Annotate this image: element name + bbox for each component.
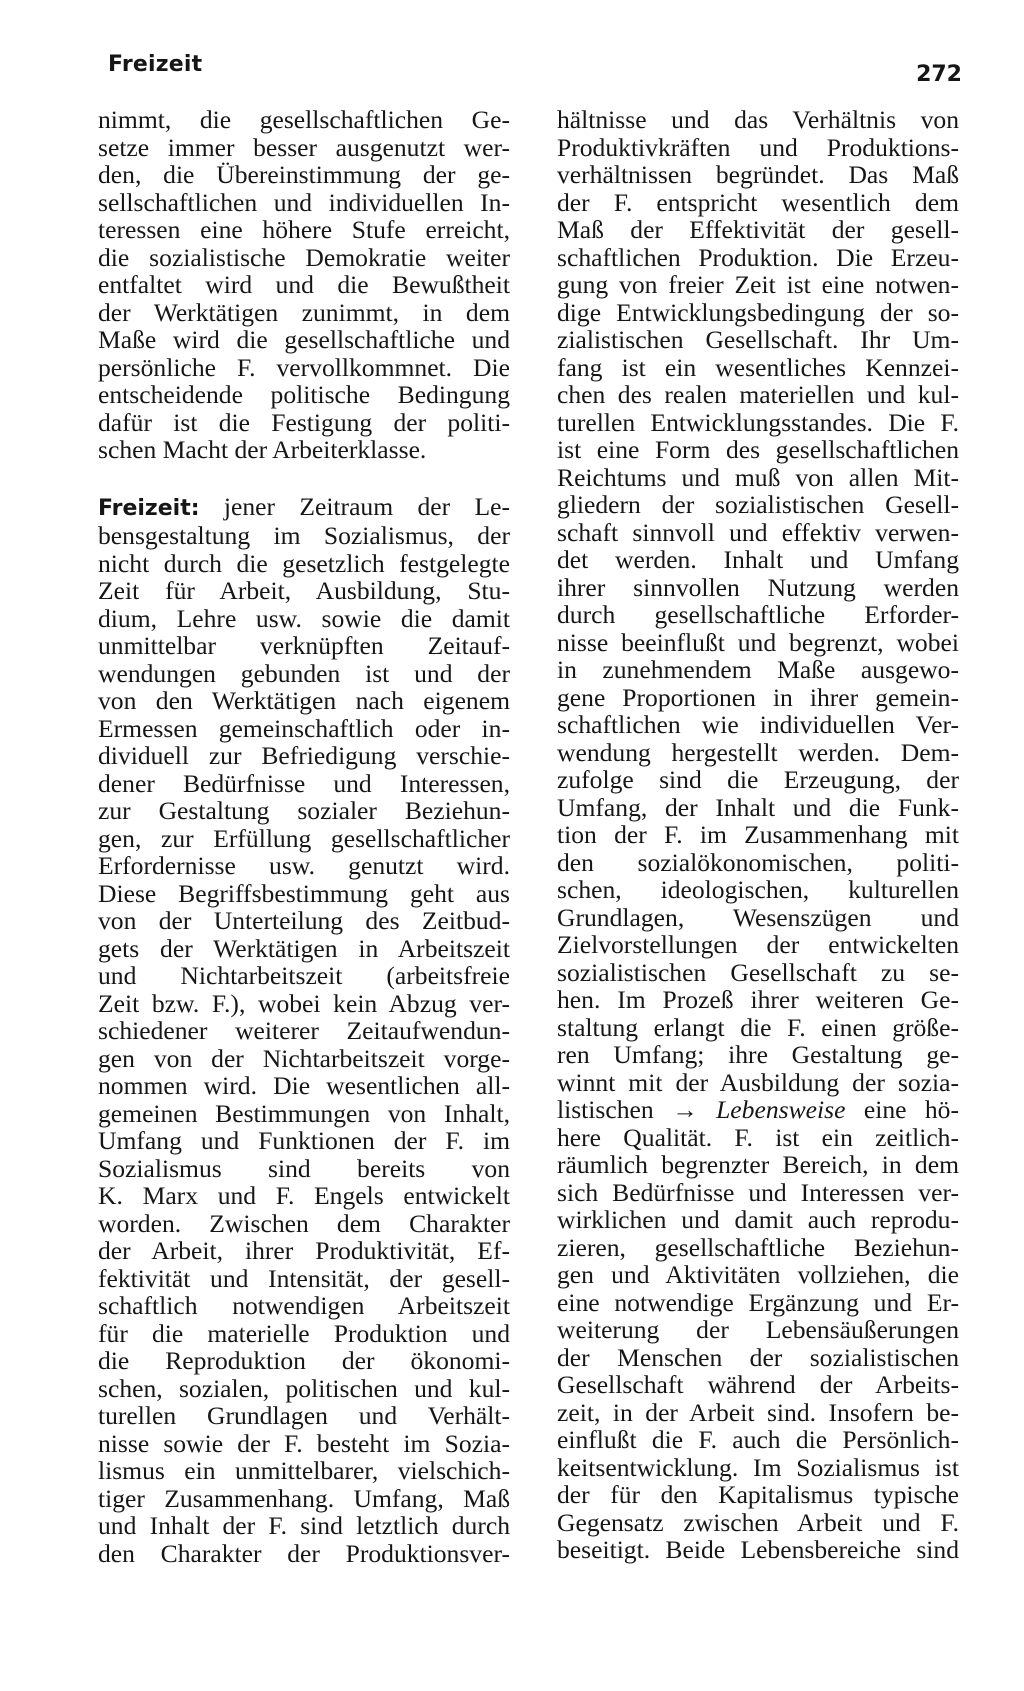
text-line: gets der Werktätigen in Arbeitszeit bbox=[98, 933, 510, 963]
text-line: K. Marx und F. Engels entwickelt bbox=[98, 1181, 510, 1210]
cross-reference-line bbox=[557, 1096, 959, 1124]
text-line: Ermessen gemeinschaftlich oder in- bbox=[98, 713, 510, 743]
text-line: wendungen gebunden ist und der bbox=[98, 658, 510, 688]
text-line: nisse beeinflußt und begrenzt, wobei bbox=[557, 627, 959, 657]
text-line: persönliche F. vervollkommnet. Die bbox=[98, 352, 510, 382]
text-line: chen des realen materiellen und kul- bbox=[557, 380, 959, 409]
text-line: setze immer besser ausgenutzt wer- bbox=[98, 132, 510, 162]
text-line: einflußt die F. auch die Persönlich- bbox=[557, 1425, 959, 1454]
text-line: winnt mit der Ausbildung der sozia- bbox=[557, 1067, 959, 1097]
text-line: teressen eine höhere Stufe erreicht, bbox=[98, 215, 510, 244]
text-line: Maß der Effektivität der gesell- bbox=[557, 215, 959, 244]
text-line: der Werktätigen zunimmt, in dem bbox=[98, 297, 510, 327]
text-line: fektivität und Intensität, der gesell- bbox=[98, 1263, 510, 1293]
text-line: dener Bedürfnisse und Interessen, bbox=[98, 768, 510, 798]
link-line-suffix: eine hö- bbox=[845, 1095, 959, 1124]
right-text-after-link bbox=[557, 1124, 959, 1564]
text-line: gen von der Nichtarbeitszeit vorge- bbox=[98, 1043, 510, 1073]
text-line: entfaltet wird und die Bewußtheit bbox=[98, 270, 510, 299]
text-line: Erfordernisse usw. genutzt wird. bbox=[98, 851, 510, 880]
text-line: dige Entwicklungsbedingung der so- bbox=[557, 297, 959, 327]
text-line: sellschaftlichen und individuellen In- bbox=[98, 187, 510, 217]
text-line: gen und Aktivitäten vollziehen, die bbox=[557, 1260, 959, 1289]
text-line: schen, ideologischen, kulturellen bbox=[557, 875, 959, 904]
text-line: dividuell zur Befriedigung verschie- bbox=[98, 741, 510, 770]
text-line: nommen wird. Die wesentlichen all- bbox=[98, 1071, 510, 1100]
link-line-prefix: listischen bbox=[557, 1095, 673, 1124]
paragraph-gap bbox=[98, 464, 510, 493]
text-line: der für den Kapitalismus typische bbox=[557, 1480, 959, 1509]
text-line: Zielvorstellungen der entwickelten bbox=[557, 930, 959, 959]
text-line: entscheidende politische Bedingung bbox=[98, 380, 510, 409]
text-line: Maße wird die gesellschaftliche und bbox=[98, 325, 510, 354]
text-line: sozialistischen Gesellschaft zu se- bbox=[557, 957, 959, 987]
text-line: zieren, gesellschaftliche Beziehun- bbox=[557, 1232, 959, 1262]
text-line: gliedern der sozialistischen Gesell- bbox=[557, 490, 959, 519]
text-line: staltung erlangt die F. einen größe- bbox=[557, 1012, 959, 1042]
text-line: und Inhalt der F. sind letztlich durch bbox=[98, 1511, 510, 1540]
text-line: Diese Begriffsbestimmung geht aus bbox=[98, 878, 510, 908]
text-line: schiedener weiterer Zeitaufwendun- bbox=[98, 1016, 510, 1045]
text-line: nisse sowie der F. besteht im Sozia- bbox=[98, 1428, 510, 1458]
text-line: schen Macht der Arbeiterklasse. bbox=[98, 435, 427, 464]
right-text-before-link bbox=[557, 106, 959, 1096]
text-line: sich Bedürfnisse und Interessen ver- bbox=[557, 1177, 959, 1207]
text-line: schaftlich notwendigen Arbeitszeit bbox=[98, 1291, 510, 1320]
text-line: schaftlichen Produktion. Die Erzeu- bbox=[557, 242, 959, 272]
text-line: bensgestaltung im Sozialismus, der bbox=[98, 521, 510, 550]
text-line: ist eine Form des gesellschaftlichen bbox=[557, 435, 959, 464]
text-line: det werden. Inhalt und Umfang bbox=[557, 545, 959, 574]
text-line: unmittelbar verknüpften Zeitauf- bbox=[98, 631, 510, 660]
entry-body bbox=[98, 522, 510, 1567]
text-line: in zunehmendem Maße ausgewo- bbox=[557, 655, 959, 684]
text-line: ihrer sinnvollen Nutzung werden bbox=[557, 572, 959, 602]
text-line: hältnisse und das Verhältnis von bbox=[557, 105, 959, 134]
text-line: der Menschen der sozialistischen bbox=[557, 1342, 959, 1372]
text-line: here Qualität. F. ist ein zeitlich- bbox=[557, 1122, 959, 1152]
text-line: schaft sinnvoll und effektiv verwen- bbox=[557, 517, 959, 547]
text-line: lismus ein unmittelbarer, vielschich- bbox=[98, 1456, 510, 1485]
text-line: zeit, in der Arbeit sind. Insofern be- bbox=[557, 1397, 959, 1427]
text-line: dium, Lehre usw. sowie die damit bbox=[98, 603, 510, 633]
entry-first-line bbox=[98, 493, 510, 523]
text-line: durch gesellschaftliche Erforder- bbox=[557, 600, 959, 629]
left-column bbox=[98, 106, 510, 1567]
text-line: turellen Grundlagen und Verhält- bbox=[98, 1401, 510, 1430]
right-column bbox=[557, 106, 959, 1564]
text-line: tiger Zusammenhang. Umfang, Maß bbox=[98, 1483, 510, 1513]
text-line: Gesellschaft während der Arbeits- bbox=[557, 1370, 959, 1399]
page-number: 272 bbox=[916, 62, 962, 87]
text-line: turellen Entwicklungsstandes. Die F. bbox=[557, 407, 959, 437]
running-head: Freizeit bbox=[108, 52, 203, 77]
text-line: räumlich begrenzter Bereich, in dem bbox=[557, 1150, 959, 1179]
text-line: eine notwendige Ergänzung und Er- bbox=[557, 1287, 959, 1317]
cross-reference-link[interactable]: Lebensweise bbox=[716, 1095, 846, 1124]
text-line: gen, zur Erfüllung gesellschaftlicher bbox=[98, 823, 510, 853]
entry-freizeit bbox=[98, 493, 510, 1568]
text-line: dafür ist die Festigung der politi- bbox=[98, 407, 510, 437]
text-line: von den Werktätigen nach eigenem bbox=[98, 686, 510, 715]
text-line: den Charakter der Produktionsver- bbox=[98, 1538, 510, 1568]
text-line: hen. Im Prozeß ihrer weiteren Ge- bbox=[557, 985, 959, 1014]
text-line: Produktivkräften und Produktions- bbox=[557, 132, 959, 162]
text-line: gung von freier Zeit ist eine notwen- bbox=[557, 270, 959, 299]
text-line: für die materielle Produktion und bbox=[98, 1318, 510, 1348]
text-line: zufolge sind die Erzeugung, der bbox=[557, 765, 959, 794]
text-line: wirklichen und damit auch reprodu- bbox=[557, 1205, 959, 1234]
text-line: den, die Übereinstimmung der ge- bbox=[98, 160, 510, 189]
text-line: den sozialökonomischen, politi- bbox=[557, 847, 959, 877]
text-line: Umfang, der Inhalt und die Funk- bbox=[557, 792, 959, 822]
text-line: gemeinen Bestimmungen von Inhalt, bbox=[98, 1098, 510, 1128]
text-line: gene Proportionen in ihrer gemein- bbox=[557, 682, 959, 712]
text-line: Reichtums und muß von allen Mit- bbox=[557, 462, 959, 492]
entry-lemma: Freizeit: bbox=[98, 495, 200, 521]
text-line: Sozialismus sind bereits von bbox=[98, 1153, 510, 1183]
text-line: keitsentwicklung. Im Sozialismus ist bbox=[557, 1452, 959, 1482]
continuation-paragraph bbox=[98, 106, 510, 464]
text-line: beseitigt. Beide Lebensbereiche sind bbox=[557, 1535, 959, 1564]
text-line: Zeit für Arbeit, Ausbildung, Stu- bbox=[98, 576, 510, 605]
text-line: zialistischen Gesellschaft. Ihr Um- bbox=[557, 325, 959, 354]
text-line: der F. entspricht wesentlich dem bbox=[557, 187, 959, 217]
text-line: zur Gestaltung sozialer Beziehun- bbox=[98, 796, 510, 825]
arrow-icon: → bbox=[672, 1095, 698, 1124]
text-line: wendung hergestellt werden. Dem- bbox=[557, 737, 959, 767]
text-line: nimmt, die gesellschaftlichen Ge- bbox=[98, 105, 510, 134]
text-line: Grundlagen, Wesenszügen und bbox=[557, 902, 959, 932]
text-line: von der Unterteilung des Zeitbud- bbox=[98, 906, 510, 935]
text-line: Gegensatz zwischen Arbeit und F. bbox=[557, 1507, 959, 1537]
text-line: fang ist ein wesentliches Kennzei- bbox=[557, 352, 959, 382]
text-line: die Reproduktion der ökonomi- bbox=[98, 1346, 510, 1375]
text-line: Zeit bzw. F.), wobei kein Abzug ver- bbox=[98, 988, 510, 1018]
text-line: Umfang und Funktionen der F. im bbox=[98, 1126, 510, 1155]
text-line: verhältnissen begründet. Das Maß bbox=[557, 160, 959, 189]
text-line: weiterung der Lebensäußerungen bbox=[557, 1315, 959, 1344]
text-line: und Nichtarbeitszeit (arbeitsfreie bbox=[98, 961, 510, 990]
text-line: tion der F. im Zusammenhang mit bbox=[557, 820, 959, 849]
text-line: der Arbeit, ihrer Produktivität, Ef- bbox=[98, 1236, 510, 1265]
text-line: nicht durch die gesetzlich festgelegte bbox=[98, 548, 510, 578]
text-line: schaftlichen wie individuellen Ver- bbox=[557, 710, 959, 739]
text-line: die sozialistische Demokratie weiter bbox=[98, 242, 510, 272]
text-line: ren Umfang; ihre Gestaltung ge- bbox=[557, 1040, 959, 1069]
text-line: schen, sozialen, politischen und kul- bbox=[98, 1373, 510, 1403]
entry-first-line-text: jener Zeitraum der Le- bbox=[199, 491, 510, 521]
text-line: worden. Zwischen dem Charakter bbox=[98, 1208, 510, 1238]
